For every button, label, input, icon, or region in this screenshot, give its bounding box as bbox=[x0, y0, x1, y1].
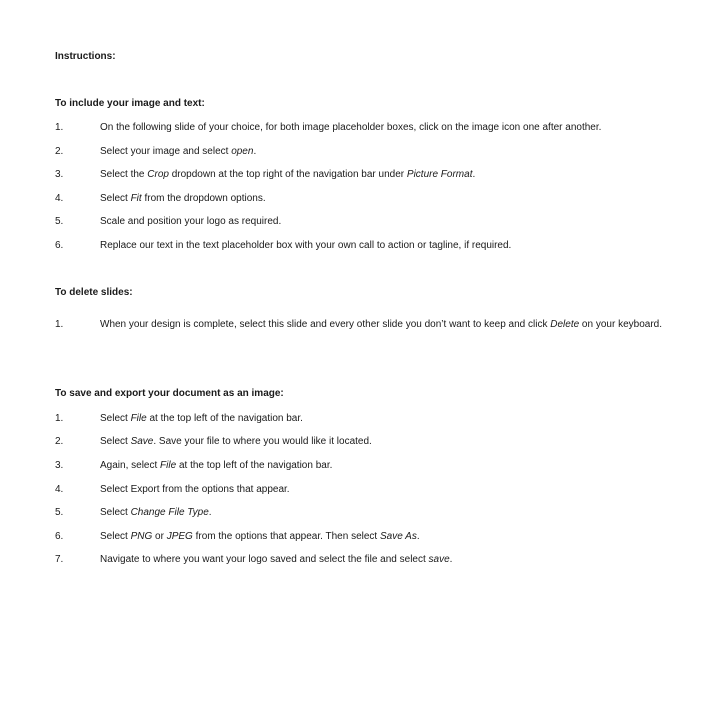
list-item-number: 5. bbox=[55, 216, 64, 227]
list-item-number: 6. bbox=[55, 240, 64, 251]
list-item-number: 1. bbox=[55, 122, 64, 133]
list-item-number: 1. bbox=[55, 319, 64, 330]
section-heading-save-export: To save and export your document as an image: bbox=[55, 388, 284, 399]
list-item-text: Replace our text in the text placeholder box with your own call to action or tagline, if required. bbox=[100, 240, 512, 251]
list-item-text: Select File at the top left of the navigation bar. bbox=[100, 413, 303, 424]
list-item-number: 2. bbox=[55, 436, 64, 447]
list-item-number: 5. bbox=[55, 507, 64, 518]
section-heading-include: To include your image and text: bbox=[55, 98, 205, 109]
list-item-text: Again, select File at the top left of the navigation bar. bbox=[100, 460, 333, 471]
list-item-number: 3. bbox=[55, 169, 64, 180]
list-item-text: Select Export from the options that appear. bbox=[100, 484, 290, 495]
list-item-number: 4. bbox=[55, 484, 64, 495]
list-item-number: 2. bbox=[55, 146, 64, 157]
list-item-number: 1. bbox=[55, 413, 64, 424]
list-item-text: Navigate to where you want your logo saved and select the file and select save. bbox=[100, 554, 453, 565]
list-item-text: When your design is complete, select this slide and every other slide you don’t want to keep and click Delete on your keyboard. bbox=[100, 319, 662, 330]
list-item-text: Select the Crop dropdown at the top right of the navigation bar under Picture Format. bbox=[100, 169, 476, 180]
list-item-number: 4. bbox=[55, 193, 64, 204]
section-heading-delete: To delete slides: bbox=[55, 287, 133, 298]
list-item-text: On the following slide of your choice, for both image placeholder boxes, click on the image icon one after another. bbox=[100, 122, 602, 133]
list-item-text: Select PNG or JPEG from the options that appear. Then select Save As. bbox=[100, 531, 420, 542]
list-item-text: Select Change File Type. bbox=[100, 507, 212, 518]
page-title: Instructions: bbox=[55, 51, 116, 62]
list-item-number: 6. bbox=[55, 531, 64, 542]
list-item-number: 7. bbox=[55, 554, 64, 565]
list-item-text: Select your image and select open. bbox=[100, 146, 257, 157]
list-item-number: 3. bbox=[55, 460, 64, 471]
list-item-text: Select Save. Save your file to where you would like it located. bbox=[100, 436, 372, 447]
list-item-text: Scale and position your logo as required. bbox=[100, 216, 282, 227]
list-item-text: Select Fit from the dropdown options. bbox=[100, 193, 266, 204]
